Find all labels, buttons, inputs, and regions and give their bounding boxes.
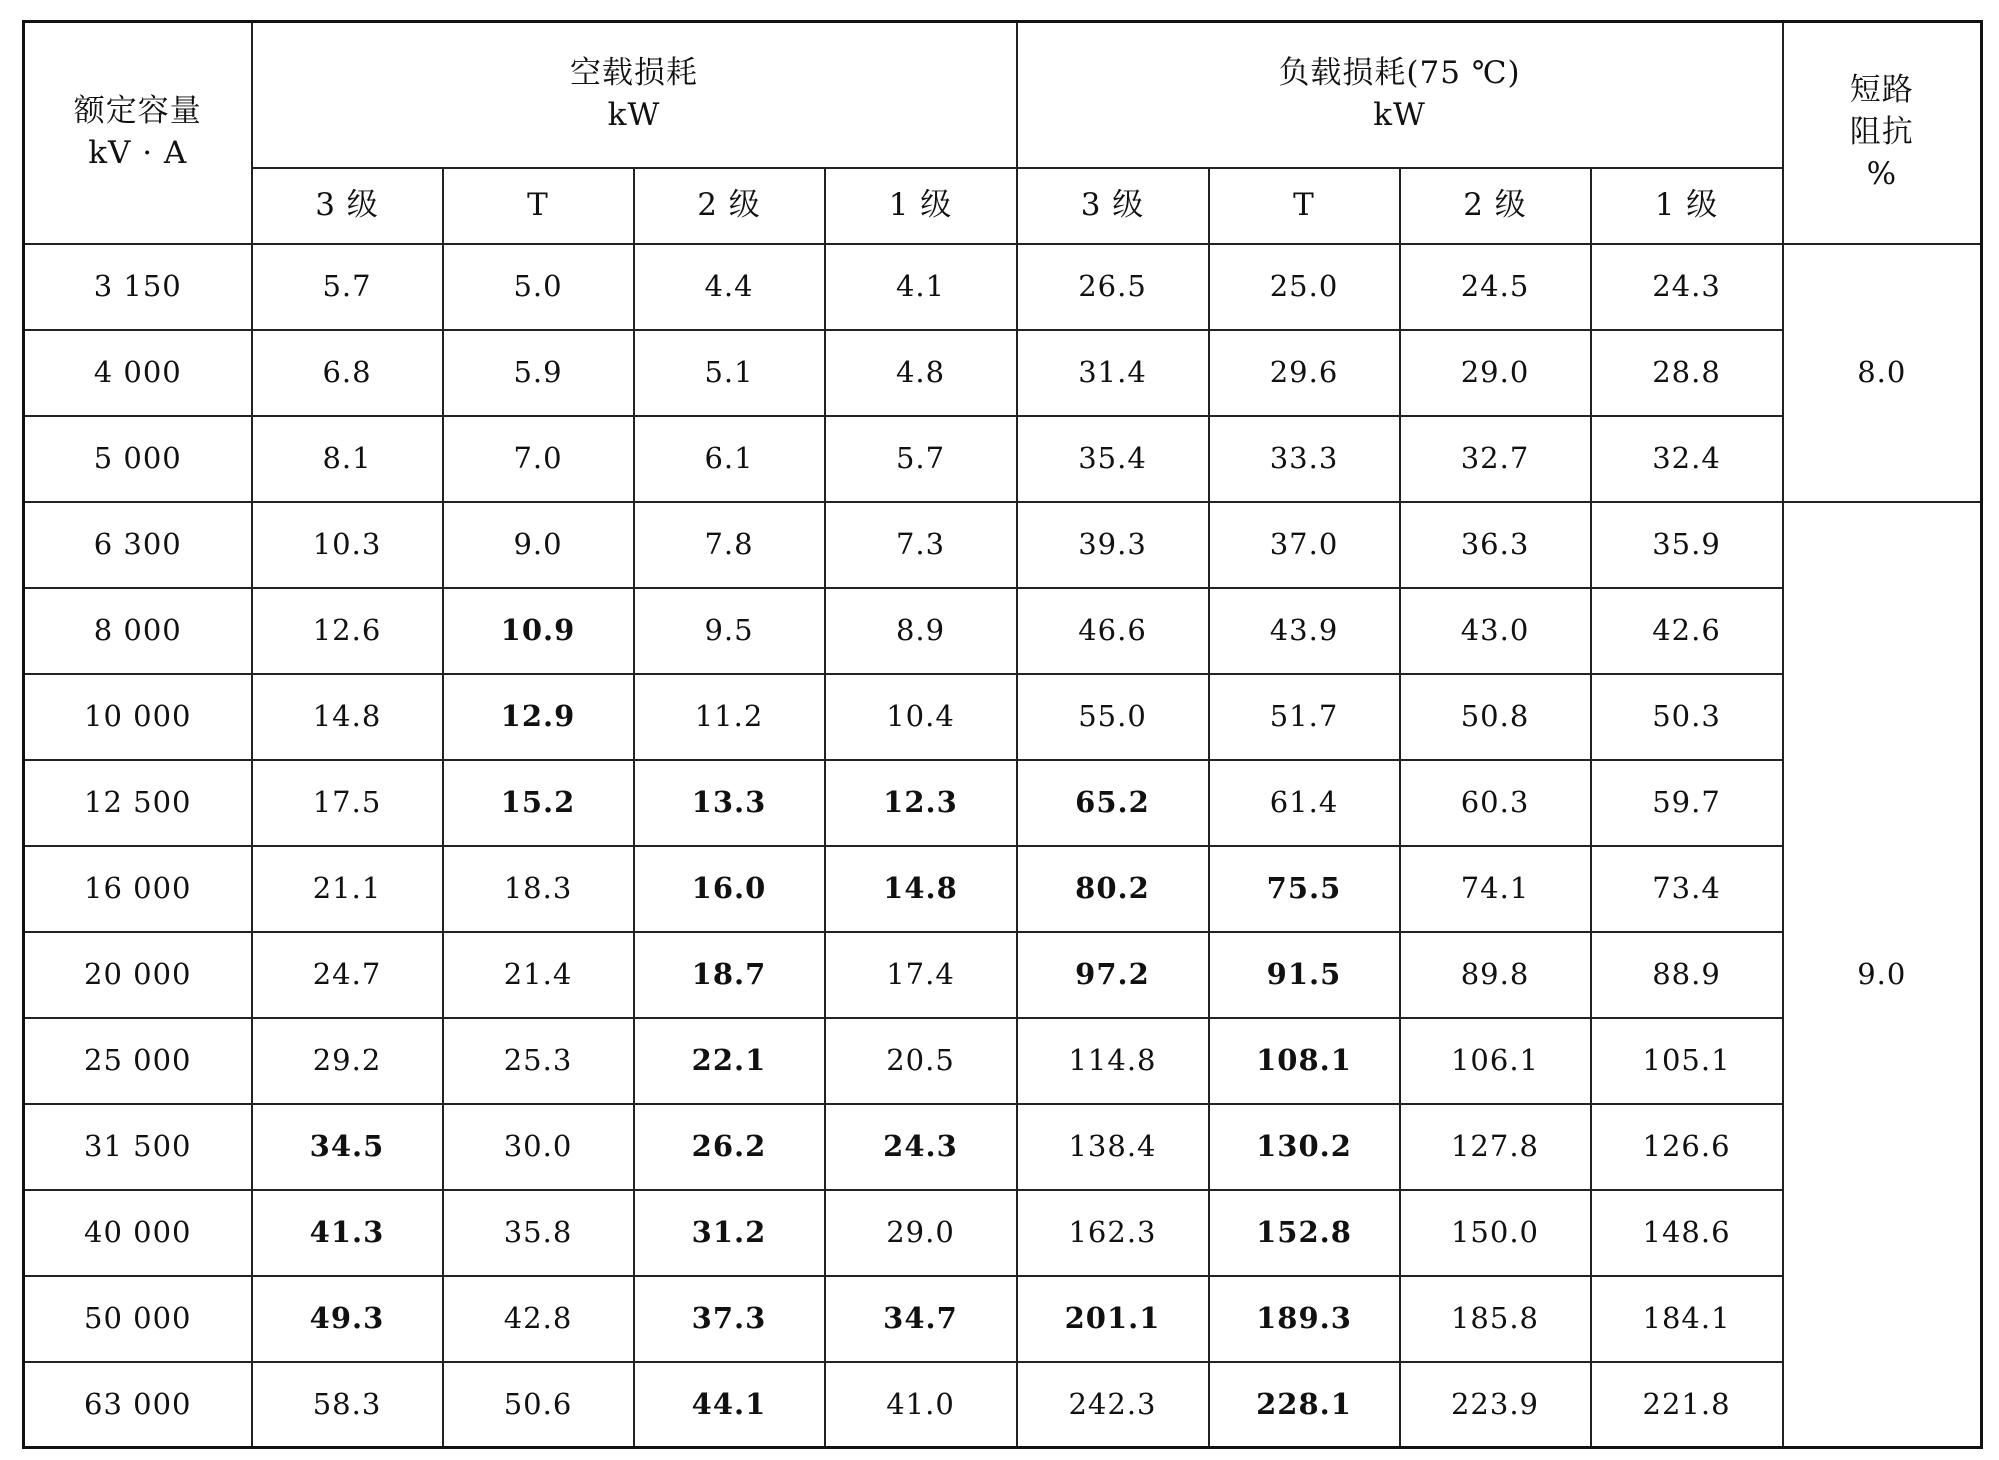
no-load-loss-cell: 10.3 bbox=[252, 502, 443, 588]
no-load-loss-cell: 21.4 bbox=[443, 932, 634, 1018]
capacity-cell: 5 000 bbox=[24, 416, 252, 502]
capacity-cell: 63 000 bbox=[24, 1362, 252, 1448]
no-load-loss-cell: 17.5 bbox=[252, 760, 443, 846]
load-loss-cell: 201.1 bbox=[1017, 1276, 1209, 1362]
no-load-loss-cell: 31.2 bbox=[634, 1190, 825, 1276]
load-loss-cell: 127.8 bbox=[1400, 1104, 1591, 1190]
table-row bbox=[24, 1190, 1982, 1276]
load-grade-header: 2 级 bbox=[1400, 168, 1591, 244]
table-row bbox=[24, 588, 1982, 674]
no-load-loss-cell: 49.3 bbox=[252, 1276, 443, 1362]
impedance-cell: 8.0 bbox=[1783, 244, 1982, 502]
no-load-loss-cell: 21.1 bbox=[252, 846, 443, 932]
no-load-loss-cell: 41.3 bbox=[252, 1190, 443, 1276]
capacity-cell: 3 150 bbox=[24, 244, 252, 330]
load-loss-cell: 36.3 bbox=[1400, 502, 1591, 588]
load-loss-cell: 97.2 bbox=[1017, 932, 1209, 1018]
capacity-cell: 50 000 bbox=[24, 1276, 252, 1362]
table-row bbox=[24, 1018, 1982, 1104]
impedance-unit: % bbox=[1866, 155, 1898, 192]
capacity-cell: 8 000 bbox=[24, 588, 252, 674]
no-load-loss-cell: 6.8 bbox=[252, 330, 443, 416]
no-load-loss-cell: 10.4 bbox=[825, 674, 1017, 760]
capacity-cell: 6 300 bbox=[24, 502, 252, 588]
capacity-cell: 12 500 bbox=[24, 760, 252, 846]
no-load-loss-cell: 14.8 bbox=[825, 846, 1017, 932]
table-row bbox=[24, 932, 1982, 1018]
no-load-loss-cell: 5.7 bbox=[825, 416, 1017, 502]
no-load-loss-cell: 26.2 bbox=[634, 1104, 825, 1190]
load-loss-cell: 89.8 bbox=[1400, 932, 1591, 1018]
no-load-loss-cell: 12.3 bbox=[825, 760, 1017, 846]
no-load-loss-header bbox=[252, 22, 1017, 168]
no-load-loss-cell: 8.9 bbox=[825, 588, 1017, 674]
impedance-label-2: 阻抗 bbox=[1849, 113, 1914, 150]
no-load-loss-cell: 12.6 bbox=[252, 588, 443, 674]
load-loss-cell: 228.1 bbox=[1209, 1362, 1400, 1448]
load-loss-cell: 50.3 bbox=[1591, 674, 1783, 760]
load-loss-cell: 189.3 bbox=[1209, 1276, 1400, 1362]
no-load-loss-cell: 13.3 bbox=[634, 760, 825, 846]
impedance-header bbox=[1783, 22, 1982, 244]
load-loss-cell: 35.4 bbox=[1017, 416, 1209, 502]
load-loss-cell: 106.1 bbox=[1400, 1018, 1591, 1104]
load-loss-cell: 37.0 bbox=[1209, 502, 1400, 588]
no-load-grade-header: 1 级 bbox=[825, 168, 1017, 244]
load-loss-cell: 74.1 bbox=[1400, 846, 1591, 932]
capacity-header-label: 额定容量 bbox=[73, 92, 202, 129]
no-load-loss-cell: 50.6 bbox=[443, 1362, 634, 1448]
load-loss-cell: 60.3 bbox=[1400, 760, 1591, 846]
no-load-loss-cell: 18.7 bbox=[634, 932, 825, 1018]
load-loss-cell: 242.3 bbox=[1017, 1362, 1209, 1448]
load-loss-cell: 29.6 bbox=[1209, 330, 1400, 416]
no-load-loss-cell: 34.7 bbox=[825, 1276, 1017, 1362]
table-row bbox=[24, 674, 1982, 760]
load-loss-cell: 184.1 bbox=[1591, 1276, 1783, 1362]
capacity-cell: 4 000 bbox=[24, 330, 252, 416]
no-load-loss-cell: 10.9 bbox=[443, 588, 634, 674]
no-load-loss-cell: 22.1 bbox=[634, 1018, 825, 1104]
load-loss-cell: 51.7 bbox=[1209, 674, 1400, 760]
load-loss-cell: 46.6 bbox=[1017, 588, 1209, 674]
no-load-loss-cell: 20.5 bbox=[825, 1018, 1017, 1104]
table-row bbox=[24, 1104, 1982, 1190]
load-loss-cell: 24.5 bbox=[1400, 244, 1591, 330]
no-load-loss-cell: 42.8 bbox=[443, 1276, 634, 1362]
load-loss-label: 负载损耗(75 ℃) bbox=[1278, 54, 1521, 91]
capacity-cell: 25 000 bbox=[24, 1018, 252, 1104]
capacity-cell: 40 000 bbox=[24, 1190, 252, 1276]
no-load-grade-header: 2 级 bbox=[634, 168, 825, 244]
table-row bbox=[24, 846, 1982, 932]
load-loss-cell: 42.6 bbox=[1591, 588, 1783, 674]
load-loss-cell: 61.4 bbox=[1209, 760, 1400, 846]
load-loss-cell: 73.4 bbox=[1591, 846, 1783, 932]
table-body bbox=[24, 244, 1982, 1448]
load-loss-cell: 39.3 bbox=[1017, 502, 1209, 588]
capacity-header bbox=[24, 22, 252, 244]
no-load-loss-cell: 24.3 bbox=[825, 1104, 1017, 1190]
no-load-loss-cell: 29.2 bbox=[252, 1018, 443, 1104]
no-load-loss-cell: 14.8 bbox=[252, 674, 443, 760]
load-loss-cell: 33.3 bbox=[1209, 416, 1400, 502]
header-row-2 bbox=[24, 168, 1982, 244]
no-load-loss-cell: 24.7 bbox=[252, 932, 443, 1018]
capacity-header-unit: kV · A bbox=[88, 134, 188, 171]
transformer-loss-table bbox=[22, 20, 1983, 1449]
load-loss-cell: 32.4 bbox=[1591, 416, 1783, 502]
table-row bbox=[24, 330, 1982, 416]
load-loss-cell: 105.1 bbox=[1591, 1018, 1783, 1104]
no-load-grade-header: T bbox=[443, 168, 634, 244]
table-row bbox=[24, 502, 1982, 588]
load-loss-cell: 32.7 bbox=[1400, 416, 1591, 502]
no-load-loss-cell: 34.5 bbox=[252, 1104, 443, 1190]
load-loss-cell: 114.8 bbox=[1017, 1018, 1209, 1104]
no-load-loss-unit: kW bbox=[607, 96, 661, 133]
no-load-loss-cell: 35.8 bbox=[443, 1190, 634, 1276]
table-row bbox=[24, 416, 1982, 502]
no-load-loss-cell: 15.2 bbox=[443, 760, 634, 846]
capacity-cell: 16 000 bbox=[24, 846, 252, 932]
no-load-loss-cell: 7.8 bbox=[634, 502, 825, 588]
capacity-cell: 20 000 bbox=[24, 932, 252, 1018]
load-loss-cell: 26.5 bbox=[1017, 244, 1209, 330]
load-loss-cell: 80.2 bbox=[1017, 846, 1209, 932]
no-load-loss-cell: 41.0 bbox=[825, 1362, 1017, 1448]
table-row bbox=[24, 1362, 1982, 1448]
load-grade-header: 3 级 bbox=[1017, 168, 1209, 244]
table-row bbox=[24, 760, 1982, 846]
no-load-loss-cell: 4.4 bbox=[634, 244, 825, 330]
no-load-loss-cell: 17.4 bbox=[825, 932, 1017, 1018]
load-loss-cell: 29.0 bbox=[1400, 330, 1591, 416]
no-load-loss-cell: 7.0 bbox=[443, 416, 634, 502]
no-load-loss-cell: 5.1 bbox=[634, 330, 825, 416]
capacity-cell: 31 500 bbox=[24, 1104, 252, 1190]
load-loss-cell: 148.6 bbox=[1591, 1190, 1783, 1276]
no-load-loss-cell: 29.0 bbox=[825, 1190, 1017, 1276]
load-loss-cell: 55.0 bbox=[1017, 674, 1209, 760]
no-load-loss-cell: 9.5 bbox=[634, 588, 825, 674]
load-loss-cell: 91.5 bbox=[1209, 932, 1400, 1018]
load-loss-cell: 126.6 bbox=[1591, 1104, 1783, 1190]
load-loss-cell: 223.9 bbox=[1400, 1362, 1591, 1448]
load-loss-cell: 50.8 bbox=[1400, 674, 1591, 760]
load-loss-cell: 43.0 bbox=[1400, 588, 1591, 674]
impedance-label-1: 短路 bbox=[1849, 71, 1914, 108]
load-loss-cell: 88.9 bbox=[1591, 932, 1783, 1018]
no-load-loss-cell: 4.8 bbox=[825, 330, 1017, 416]
load-loss-cell: 28.8 bbox=[1591, 330, 1783, 416]
load-loss-cell: 152.8 bbox=[1209, 1190, 1400, 1276]
load-loss-unit: kW bbox=[1373, 96, 1426, 133]
load-loss-cell: 24.3 bbox=[1591, 244, 1783, 330]
no-load-loss-cell: 5.9 bbox=[443, 330, 634, 416]
header-row-1 bbox=[24, 22, 1982, 168]
no-load-grade-header: 3 级 bbox=[252, 168, 443, 244]
load-loss-cell: 35.9 bbox=[1591, 502, 1783, 588]
no-load-loss-cell: 58.3 bbox=[252, 1362, 443, 1448]
load-loss-cell: 75.5 bbox=[1209, 846, 1400, 932]
no-load-loss-cell: 30.0 bbox=[443, 1104, 634, 1190]
load-grade-header: T bbox=[1209, 168, 1400, 244]
no-load-loss-cell: 12.9 bbox=[443, 674, 634, 760]
table-row bbox=[24, 244, 1982, 330]
load-loss-cell: 108.1 bbox=[1209, 1018, 1400, 1104]
load-loss-cell: 25.0 bbox=[1209, 244, 1400, 330]
load-loss-cell: 162.3 bbox=[1017, 1190, 1209, 1276]
no-load-loss-cell: 9.0 bbox=[443, 502, 634, 588]
table-row bbox=[24, 1276, 1982, 1362]
capacity-cell: 10 000 bbox=[24, 674, 252, 760]
no-load-loss-cell: 8.1 bbox=[252, 416, 443, 502]
load-loss-header bbox=[1017, 22, 1783, 168]
no-load-loss-label: 空载损耗 bbox=[570, 54, 698, 91]
load-loss-cell: 65.2 bbox=[1017, 760, 1209, 846]
no-load-loss-cell: 4.1 bbox=[825, 244, 1017, 330]
no-load-loss-cell: 5.0 bbox=[443, 244, 634, 330]
load-loss-cell: 130.2 bbox=[1209, 1104, 1400, 1190]
no-load-loss-cell: 16.0 bbox=[634, 846, 825, 932]
load-loss-cell: 138.4 bbox=[1017, 1104, 1209, 1190]
no-load-loss-cell: 5.7 bbox=[252, 244, 443, 330]
load-loss-cell: 31.4 bbox=[1017, 330, 1209, 416]
load-loss-cell: 43.9 bbox=[1209, 588, 1400, 674]
load-loss-cell: 150.0 bbox=[1400, 1190, 1591, 1276]
load-loss-cell: 185.8 bbox=[1400, 1276, 1591, 1362]
no-load-loss-cell: 18.3 bbox=[443, 846, 634, 932]
no-load-loss-cell: 25.3 bbox=[443, 1018, 634, 1104]
no-load-loss-cell: 37.3 bbox=[634, 1276, 825, 1362]
load-grade-header: 1 级 bbox=[1591, 168, 1783, 244]
table-container bbox=[22, 20, 1980, 1442]
no-load-loss-cell: 44.1 bbox=[634, 1362, 825, 1448]
no-load-loss-cell: 7.3 bbox=[825, 502, 1017, 588]
impedance-cell: 9.0 bbox=[1783, 502, 1982, 1448]
load-loss-cell: 221.8 bbox=[1591, 1362, 1783, 1448]
no-load-loss-cell: 11.2 bbox=[634, 674, 825, 760]
no-load-loss-cell: 6.1 bbox=[634, 416, 825, 502]
load-loss-cell: 59.7 bbox=[1591, 760, 1783, 846]
